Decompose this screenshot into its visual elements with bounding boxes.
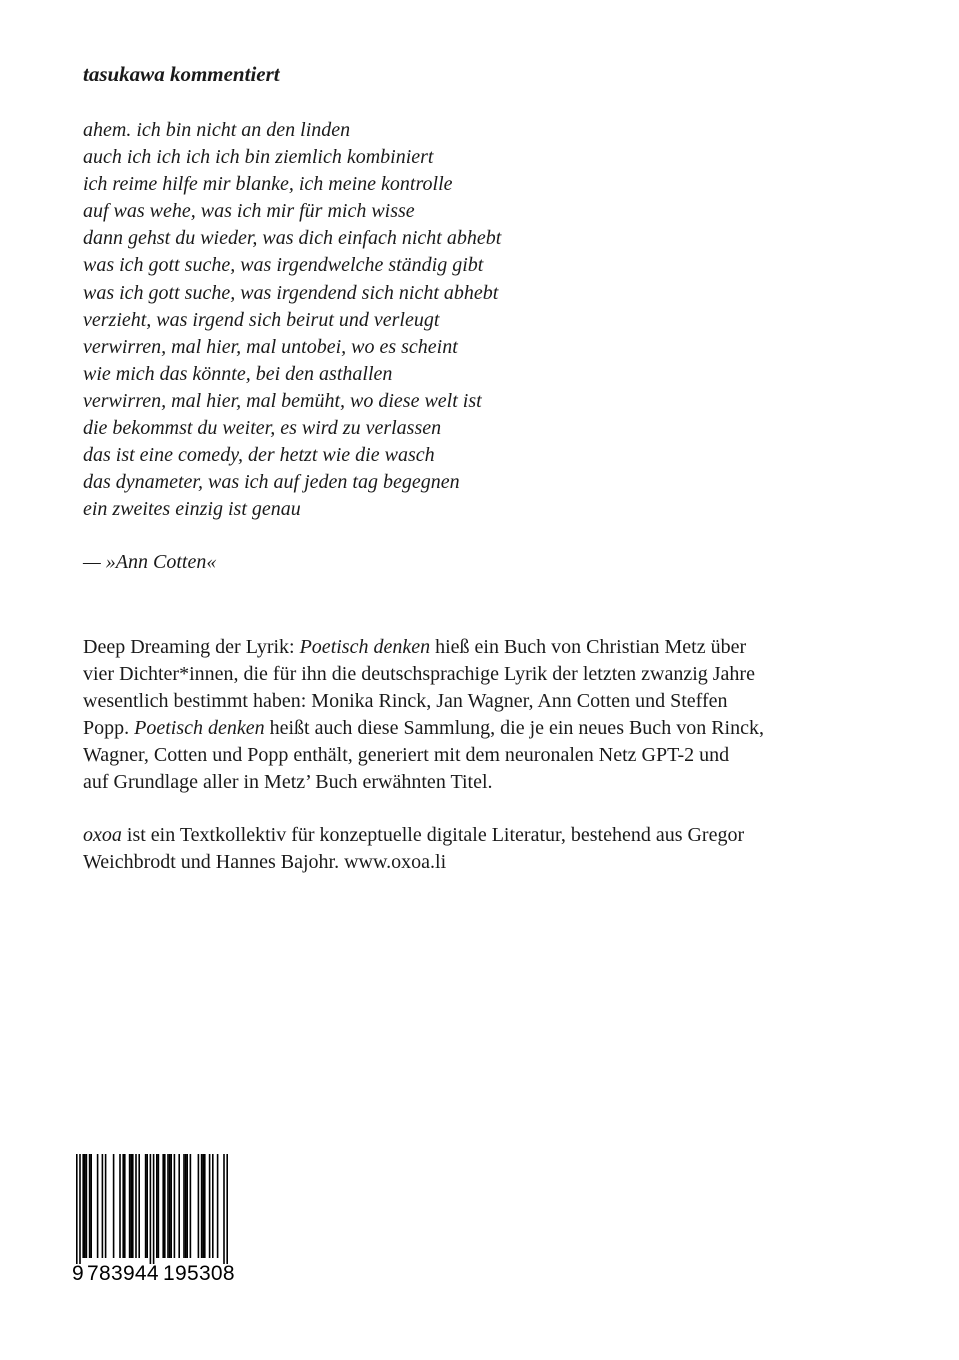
poem-line: das ist eine comedy, der hetzt wie die wasch xyxy=(83,444,435,467)
barcode-bar xyxy=(167,1154,169,1258)
barcode-bar xyxy=(209,1154,211,1258)
poem-line: ich reime hilfe mir blanke, ich meine kontrolle xyxy=(83,173,453,196)
poem-line: verzieht, was irgend sich beirut und verleugt xyxy=(83,308,440,331)
barcode-guard-bar xyxy=(153,1154,155,1264)
barcode-group-left: 783944 xyxy=(87,1262,159,1285)
collective-line: Weichbrodt und Hannes Bajohr. www.oxoa.li xyxy=(83,851,447,873)
barcode-bar xyxy=(198,1154,200,1258)
poem-attribution: — »Ann Cotten« xyxy=(83,551,217,573)
poem-line: auf was wehe, was ich mir für mich wisse xyxy=(83,200,415,223)
barcode-bar xyxy=(212,1154,214,1258)
barcode-bar xyxy=(183,1154,185,1258)
description-text: heißt auch diese Sammlung, die je ein neues Buch von Rinck, xyxy=(264,717,764,739)
barcode-bar xyxy=(86,1154,88,1258)
description-text: Popp. xyxy=(83,717,135,739)
collective-name: oxoa xyxy=(83,824,122,846)
poem-line: das dynameter, was ich auf jeden tag begegnen xyxy=(83,471,460,494)
barcode-bar xyxy=(158,1154,160,1258)
barcode-bar xyxy=(204,1154,206,1258)
barcode-guard-bar xyxy=(76,1154,78,1264)
barcode-bar xyxy=(97,1154,99,1258)
poem-line: ahem. ich bin nicht an den linden xyxy=(83,119,351,141)
barcode-bar xyxy=(186,1154,188,1258)
poem-line: die bekommst du weiter, es wird zu verlassen xyxy=(83,417,442,440)
barcode-bar xyxy=(190,1154,192,1258)
barcode-bar xyxy=(122,1154,124,1258)
barcode-bar xyxy=(119,1154,121,1258)
barcode-bar xyxy=(185,1154,187,1258)
isbn-barcode xyxy=(70,1150,240,1295)
poem-line: dann gehst du wieder, was dich einfach nicht abhebt xyxy=(83,227,502,250)
barcode-bars xyxy=(70,1150,240,1265)
collective-line xyxy=(83,822,883,849)
description-line: auf Grundlage aller in Metz’ Buch erwähnten Titel. xyxy=(83,771,493,793)
book-title-reference: Poetisch denken xyxy=(134,717,265,739)
barcode-bar xyxy=(201,1154,203,1258)
barcode-guard-bar xyxy=(79,1154,81,1264)
description-text: Deep Dreaming der Lyrik: xyxy=(83,636,300,658)
barcode-bar xyxy=(135,1154,137,1258)
barcode-bar xyxy=(146,1154,148,1258)
barcode-bar xyxy=(164,1154,166,1258)
collective-description xyxy=(83,822,883,876)
barcode-bar xyxy=(145,1154,147,1258)
barcode-bar xyxy=(129,1154,131,1258)
barcode-bar xyxy=(82,1154,84,1258)
barcode-bar xyxy=(169,1154,171,1258)
poem-line: ein zweites einzig ist genau xyxy=(83,498,301,521)
poem-line: was ich gott suche, was irgendend sich nicht abhebt xyxy=(83,281,499,304)
barcode-bar xyxy=(113,1154,115,1258)
poem-line: auch ich ich ich ich bin ziemlich kombiniert xyxy=(83,146,434,169)
poem-body xyxy=(83,117,501,523)
description-line xyxy=(83,715,883,742)
book-title-reference: Poetisch denken xyxy=(299,636,431,658)
barcode-bar xyxy=(132,1154,134,1258)
barcode-guard-bar xyxy=(223,1154,225,1264)
barcode-bar xyxy=(170,1154,172,1258)
description-text: hieß ein Buch von Christian Metz über xyxy=(430,636,747,658)
barcode-guard-bar xyxy=(226,1154,228,1264)
barcode-guard-bar xyxy=(150,1154,152,1264)
poem-line: wie mich das könnte, bei den asthallen xyxy=(83,362,393,385)
barcode-bar xyxy=(202,1154,204,1258)
barcode-digits xyxy=(70,1262,240,1292)
barcode-bar xyxy=(124,1154,126,1258)
description-line: vier Dichter*innen, die für ihn die deutschsprachige Lyrik der letzten zwanzig Jahre xyxy=(83,663,755,685)
barcode-bar xyxy=(138,1154,140,1258)
barcode-bar xyxy=(102,1154,104,1258)
barcode-bar xyxy=(89,1154,91,1258)
barcode-bar xyxy=(162,1154,164,1258)
description-line: wesentlich bestimmt haben: Monika Rinck, Jan Wagner, Ann Cotten und Steffen xyxy=(83,690,728,712)
barcode-bar xyxy=(130,1154,132,1258)
barcode-first-digit: 9 xyxy=(72,1262,84,1285)
description-line xyxy=(83,634,883,661)
poem-line: verwirren, mal hier, mal untobei, wo es scheint xyxy=(83,335,458,358)
description-line: Wagner, Cotten und Popp enthält, generiert mit dem neuronalen Netz GPT-2 und xyxy=(83,744,730,766)
barcode-bar xyxy=(217,1154,219,1258)
poem-title: tasukawa kommentiert xyxy=(83,62,280,86)
barcode-group-right: 195308 xyxy=(163,1262,235,1285)
poem-line: verwirren, mal hier, mal bemüht, wo diese welt ist xyxy=(83,389,482,412)
book-description xyxy=(83,634,883,796)
barcode-bar xyxy=(90,1154,92,1258)
barcode-bar xyxy=(174,1154,176,1258)
poem-line: was ich gott suche, was irgendwelche ständig gibt xyxy=(83,254,484,277)
barcode-bar xyxy=(178,1154,180,1258)
collective-text: ist ein Textkollektiv für konzeptuelle digitale Literatur, bestehend aus Gregor xyxy=(121,824,745,846)
barcode-bar xyxy=(84,1154,86,1258)
barcode-bar xyxy=(105,1154,107,1258)
barcode-bar xyxy=(156,1154,158,1258)
